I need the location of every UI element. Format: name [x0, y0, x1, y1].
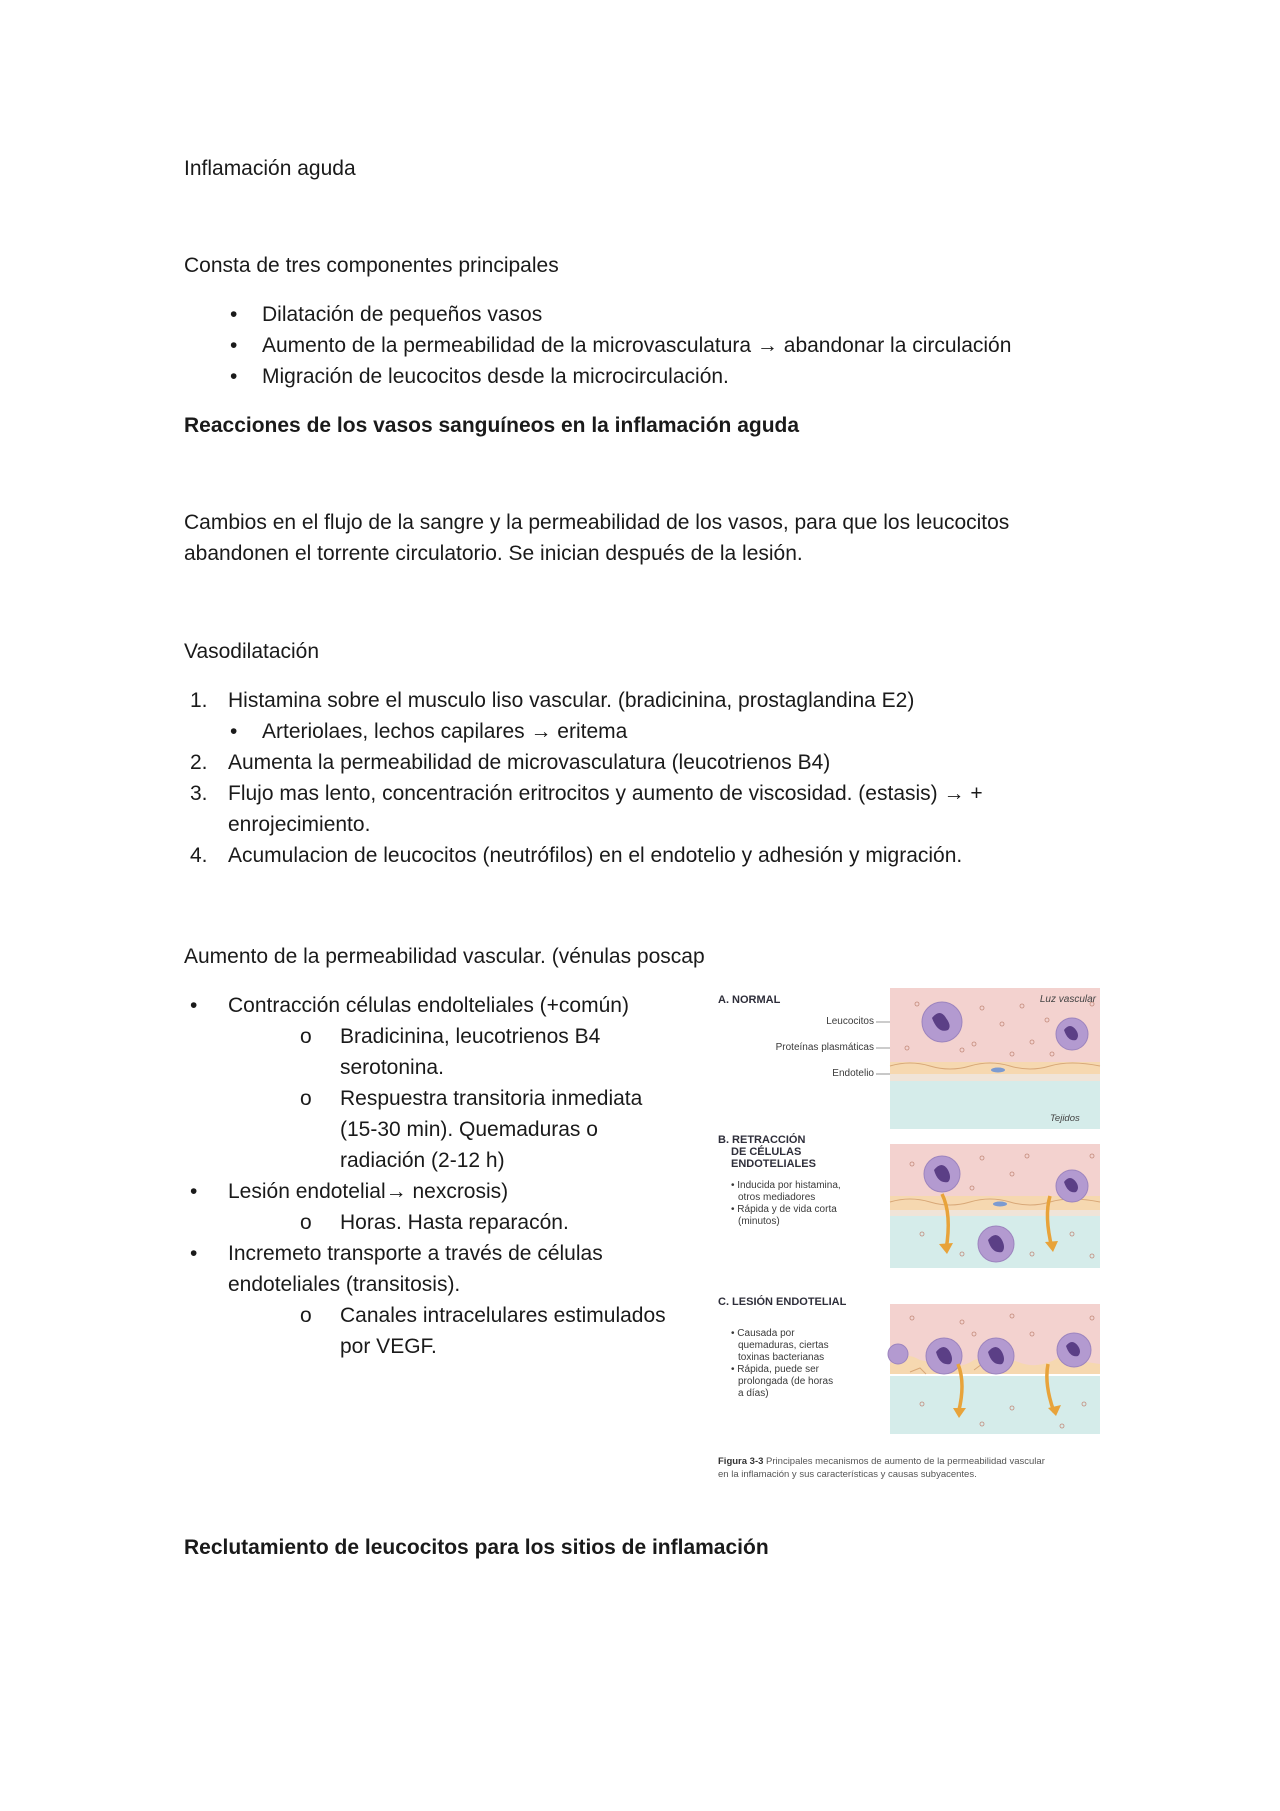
- bullet-icon: •: [190, 1242, 198, 1265]
- intro-text: Consta de tres componentes principales: [184, 254, 559, 277]
- label-luz-vascular: Luz vascular: [1039, 994, 1096, 1005]
- list-item: • Dilatación de pequeños vasos: [184, 299, 1011, 330]
- figure-caption-line: en la inflamación y sus características y causas subyacentes.: [718, 1469, 977, 1480]
- panel-c-note: toxinas bacterianas: [738, 1352, 825, 1363]
- numbered-item: 2. Aumenta la permeabilidad de microvasculatura (leucotrienos B4): [190, 751, 831, 774]
- section-heading: Reclutamiento de leucocitos para los sitios de inflamación: [184, 1536, 769, 1559]
- numbered-item: 4. Acumulacion de leucocitos (neutrófilos) en el endotelio y adhesión y migración.: [190, 844, 963, 867]
- section-heading: Reacciones de los vasos sanguíneos en la inflamación aguda: [184, 414, 800, 437]
- figure-caption-label: Figura 3-3: [718, 1456, 764, 1467]
- permeability-figure: [712, 984, 1104, 1494]
- panel-c-note: a días): [738, 1388, 769, 1399]
- bullet-icon: •: [190, 1180, 198, 1203]
- panel-c-title: C. LESIÓN ENDOTELIAL: [718, 1296, 847, 1308]
- list-item: • Migración de leucocitos desde la microcirculación.: [184, 361, 1011, 392]
- circle-bullet-icon: o: [300, 1304, 312, 1327]
- bullet-icon: •: [230, 720, 238, 743]
- subsection-heading: Aumento de la permeabilidad vascular. (vénulas poscap: [184, 945, 705, 968]
- circle-bullet-icon: o: [300, 1025, 312, 1048]
- panel-c-note: • Rápida, puede ser: [731, 1364, 820, 1375]
- panel-b-title-line: DE CÉLULAS: [731, 1146, 802, 1158]
- label-tejidos: Tejidos: [1050, 1113, 1080, 1124]
- label-leucocitos: Leucocitos: [826, 1016, 874, 1027]
- panel-c-note: prolongada (de horas: [738, 1376, 834, 1387]
- bullet-icon: •: [230, 365, 238, 388]
- sub-item: o Canales intracelulares estimulados por VEGF.: [184, 1300, 684, 1362]
- circle-bullet-icon: o: [300, 1087, 312, 1110]
- panel-b-note: (minutos): [738, 1216, 780, 1227]
- label-proteinas: Proteínas plasmáticas: [775, 1042, 874, 1053]
- list-item: • Aumento de la permeabilidad de la microvasculatura → abandonar la circulación: [184, 330, 1011, 361]
- panel-b-note: • Rápida y de vida corta: [731, 1204, 837, 1215]
- circle-bullet-icon: o: [300, 1211, 312, 1234]
- panel-c-drawing: [888, 1304, 1100, 1434]
- numbered-item: 1. Histamina sobre el musculo liso vascular. (bradicinina, prostaglandina E2): [190, 689, 915, 712]
- figure-caption: Figura 3-3 Principales mecanismos de aumento de la permeabilidad vascular: [718, 1456, 1045, 1467]
- sub-item: o Respuestra transitoria inmediata (15-30 min). Quemaduras o radiación (2-12 h): [184, 1083, 684, 1176]
- panel-c-note: quemaduras, ciertas: [738, 1340, 829, 1351]
- vasodilatacion-list: [184, 685, 1084, 871]
- panel-b-note: • Inducida por histamina,: [731, 1180, 841, 1191]
- numbered-item: 3. Flujo mas lento, concentración eritrocitos y aumento de viscosidad. (estasis) → + enrojecimiento.: [190, 782, 983, 836]
- list-item: • Contracción células endolteliales (+común): [184, 990, 684, 1021]
- panel-b-title-line: B. RETRACCIÓN: [718, 1134, 806, 1146]
- list-item: • Lesión endotelial→ nexcrosis): [184, 1176, 684, 1207]
- permeabilidad-list: [184, 990, 684, 1362]
- panel-a-title: A. NORMAL: [718, 994, 781, 1006]
- panel-b-note: otros mediadores: [738, 1192, 816, 1203]
- paragraph-line: Cambios en el flujo de la sangre y la permeabilidad de los vasos, para que los leucocitos: [184, 511, 1010, 534]
- sub-item: o Bradicinina, leucotrienos B4 serotonina.: [184, 1021, 684, 1083]
- label-endotelio: Endotelio: [832, 1068, 874, 1079]
- components-list: [184, 299, 1011, 392]
- bullet-icon: •: [230, 334, 238, 357]
- document-title: Inflamación aguda: [184, 157, 356, 180]
- bullet-icon: •: [190, 994, 198, 1017]
- panel-b-title-line: ENDOTELIALES: [731, 1158, 816, 1170]
- panel-a-drawing: [890, 988, 1100, 1129]
- paragraph-line: abandonen el torrente circulatorio. Se inician después de la lesión.: [184, 542, 803, 565]
- bullet-icon: •: [230, 303, 238, 326]
- sub-item: • Arteriolaes, lechos capilares → eritema: [184, 716, 1084, 747]
- sub-item: o Horas. Hasta reparacón.: [184, 1207, 684, 1238]
- panel-b-drawing: [890, 1144, 1100, 1268]
- panel-c-note: • Causada por: [731, 1328, 795, 1339]
- subsection-heading: Vasodilatación: [184, 640, 320, 663]
- list-item: • Incremeto transporte a través de células endoteliales (transitosis).: [184, 1238, 684, 1300]
